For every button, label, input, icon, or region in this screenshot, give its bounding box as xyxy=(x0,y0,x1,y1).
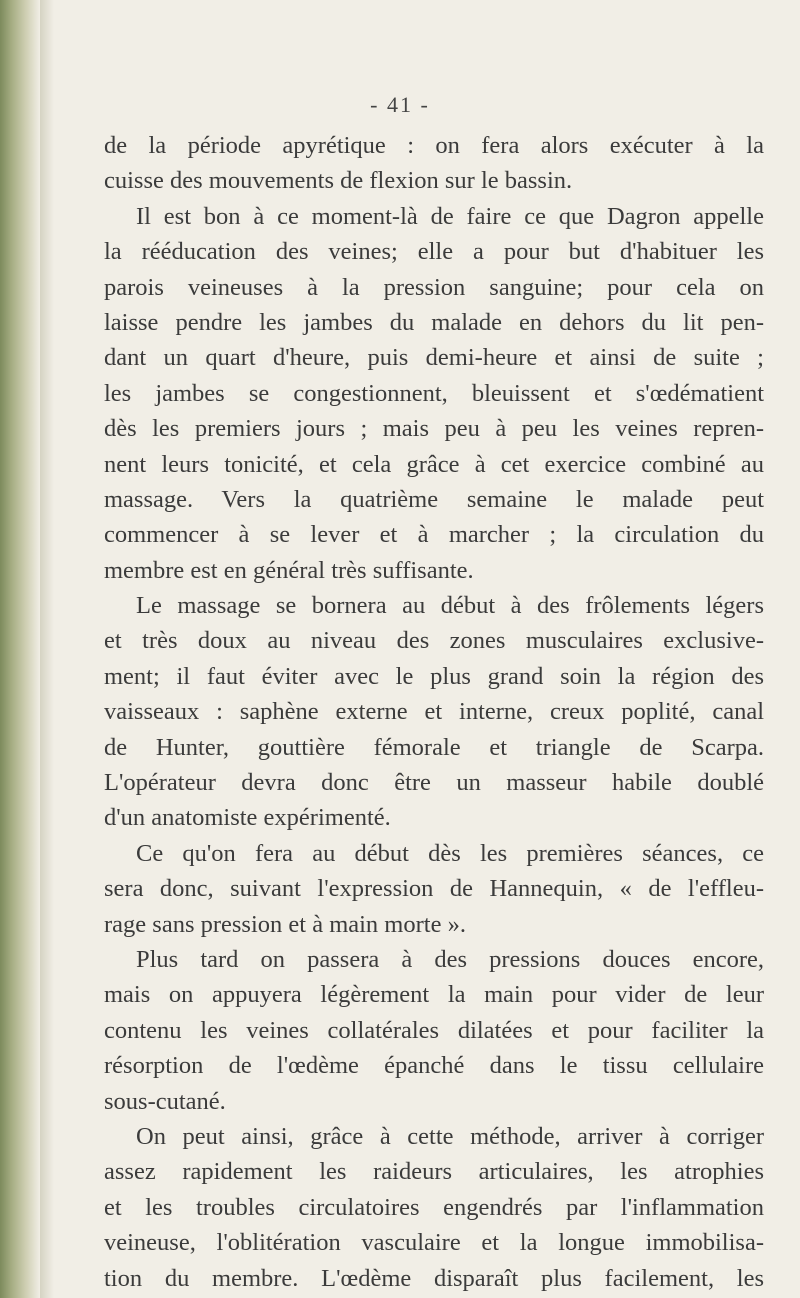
text-line: résorption de l'œdème épanché dans le tissu cellulaire xyxy=(104,1052,764,1080)
text-line: Il est bon à ce moment-là de faire ce que Dagron appelle xyxy=(136,202,764,230)
text-line: d'un anatomiste expérimenté. xyxy=(104,804,391,832)
page-number: - 41 - xyxy=(370,92,430,117)
text-line: de la période apyrétique : on fera alors exécuter à la xyxy=(104,132,764,159)
book-binding-edge xyxy=(0,0,40,1298)
text-line: et très doux au niveau des zones musculaires exclusive- xyxy=(104,627,764,655)
text-line: les jambes se congestionnent, bleuissent et s'œdématient xyxy=(104,379,764,407)
text-line: sous-cutané. xyxy=(104,1087,226,1115)
text-line: Ce qu'on fera au début dès les premières séances, ce xyxy=(136,839,764,867)
text-line: nent leurs tonicité, et cela grâce à cet exercice combiné au xyxy=(104,450,764,478)
text-line: assez rapidement les raideurs articulaires, les atrophies xyxy=(104,1158,764,1186)
text-line: ment; il faut éviter avec le plus grand soin la région des xyxy=(104,662,764,690)
text-line: membre est en général très suffisante. xyxy=(104,556,474,584)
text-line: sera donc, suivant l'expression de Hannequin, « de l'effleu- xyxy=(104,875,764,903)
text-line: commencer à se lever et à marcher ; la circulation du xyxy=(104,521,764,549)
text-line: Plus tard on passera à des pressions douces encore, xyxy=(136,945,764,973)
text-line: veineuse, l'oblitération vasculaire et la longue immobilisa- xyxy=(104,1229,764,1257)
binding-shadow xyxy=(40,0,54,1298)
text-line: dès les premiers jours ; mais peu à peu les veines repren- xyxy=(104,415,764,443)
text-line: Le massage se bornera au début à des frôlements légers xyxy=(136,592,764,620)
text-line: la rééducation des veines; elle a pour but d'habituer les xyxy=(104,238,764,266)
text-line: dant un quart d'heure, puis demi-heure et ainsi de suite ; xyxy=(104,344,764,372)
text-line: parois veineuses à la pression sanguine; pour cela on xyxy=(104,273,764,301)
text-line: On peut ainsi, grâce à cette méthode, arriver à corriger xyxy=(136,1122,764,1150)
text-line: vaisseaux : saphène externe et interne, creux poplité, canal xyxy=(104,698,764,726)
text-line: de Hunter, gouttière fémorale et triangle de Scarpa. xyxy=(104,733,764,761)
text-line: massage. Vers la quatrième semaine le malade peut xyxy=(104,485,764,513)
text-line: mais on appuyera légèrement la main pour vider de leur xyxy=(104,981,764,1009)
text-line: contenu les veines collatérales dilatées et pour faciliter la xyxy=(104,1016,764,1044)
text-line: et les troubles circulatoires engendrés par l'inflammation xyxy=(104,1193,764,1221)
text-line: laisse pendre les jambes du malade en dehors du lit pen- xyxy=(104,308,764,336)
text-line: rage sans pression et à main morte ». xyxy=(104,910,466,938)
text-line: L'opérateur devra donc être un masseur habile doublé xyxy=(104,769,764,797)
body-text xyxy=(104,128,764,1296)
text-line: cuisse des mouvements de flexion sur le bassin. xyxy=(104,167,573,195)
text-line: tion du membre. L'œdème disparaît plus facilement, les xyxy=(104,1264,764,1292)
